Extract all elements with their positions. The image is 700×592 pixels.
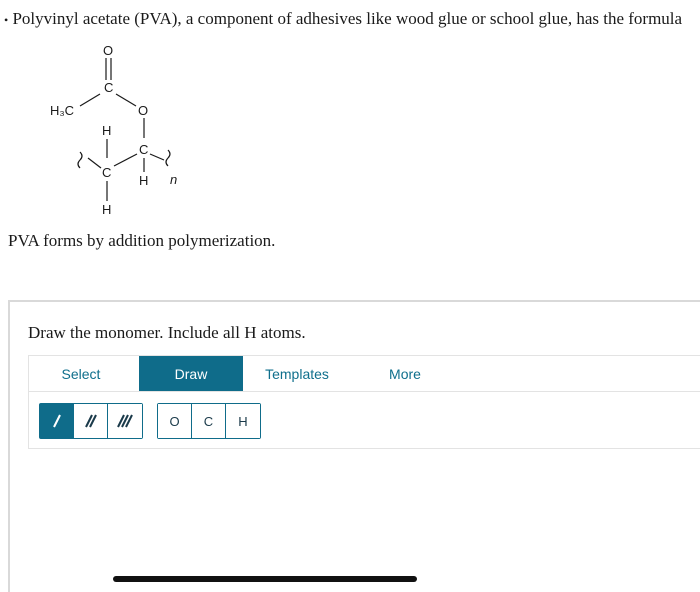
subscript-n: n — [170, 172, 178, 187]
atom-h-lower: H — [102, 202, 112, 217]
atom-c-backbone-1: C — [102, 165, 112, 180]
tab-templates[interactable]: Templates — [265, 365, 329, 382]
atom-h3c: H₃C — [50, 103, 75, 118]
single-bond-button[interactable] — [40, 404, 74, 438]
question-sentence: Polyvinyl acetate (PVA), a component of adhesives like wood glue or school glue, has the formula — [12, 9, 683, 28]
atom-o-top: O — [103, 43, 114, 58]
single-bond-icon — [49, 413, 65, 429]
atom-c-backbone-2: C — [139, 142, 149, 157]
double-bond-icon — [83, 413, 99, 429]
bullet: • — [4, 13, 9, 28]
tab-draw[interactable]: Draw — [139, 356, 243, 391]
home-indicator-bar[interactable] — [113, 576, 417, 582]
tab-more[interactable]: More — [389, 365, 421, 382]
pva-structure-drawing — [40, 38, 210, 223]
atom-o-ester: O — [138, 103, 149, 118]
double-bond-button[interactable] — [74, 404, 108, 438]
triple-bond-icon — [117, 413, 133, 429]
answer-panel — [8, 300, 700, 592]
atom-h-mid: H — [139, 173, 149, 188]
triple-bond-button[interactable] — [108, 404, 142, 438]
toolbar-tabs — [29, 356, 700, 392]
atom-c-carbonyl: C — [104, 80, 114, 95]
pva-structure — [40, 38, 210, 223]
instruction-text: Draw the monomer. Include all H atoms. — [28, 323, 306, 342]
atom-tool-group — [157, 403, 261, 439]
tab-select[interactable]: Select — [61, 365, 101, 382]
question-text — [4, 8, 700, 31]
bond-tool-group — [39, 403, 143, 439]
drawing-toolbar — [28, 355, 700, 449]
atom-h-button[interactable]: H — [226, 404, 260, 438]
atom-o-button[interactable]: O — [158, 404, 192, 438]
explanation-text: PVA forms by addition polymerization. — [8, 231, 276, 250]
atom-c-button[interactable]: C — [192, 404, 226, 438]
atom-h-upper: H — [102, 123, 112, 138]
